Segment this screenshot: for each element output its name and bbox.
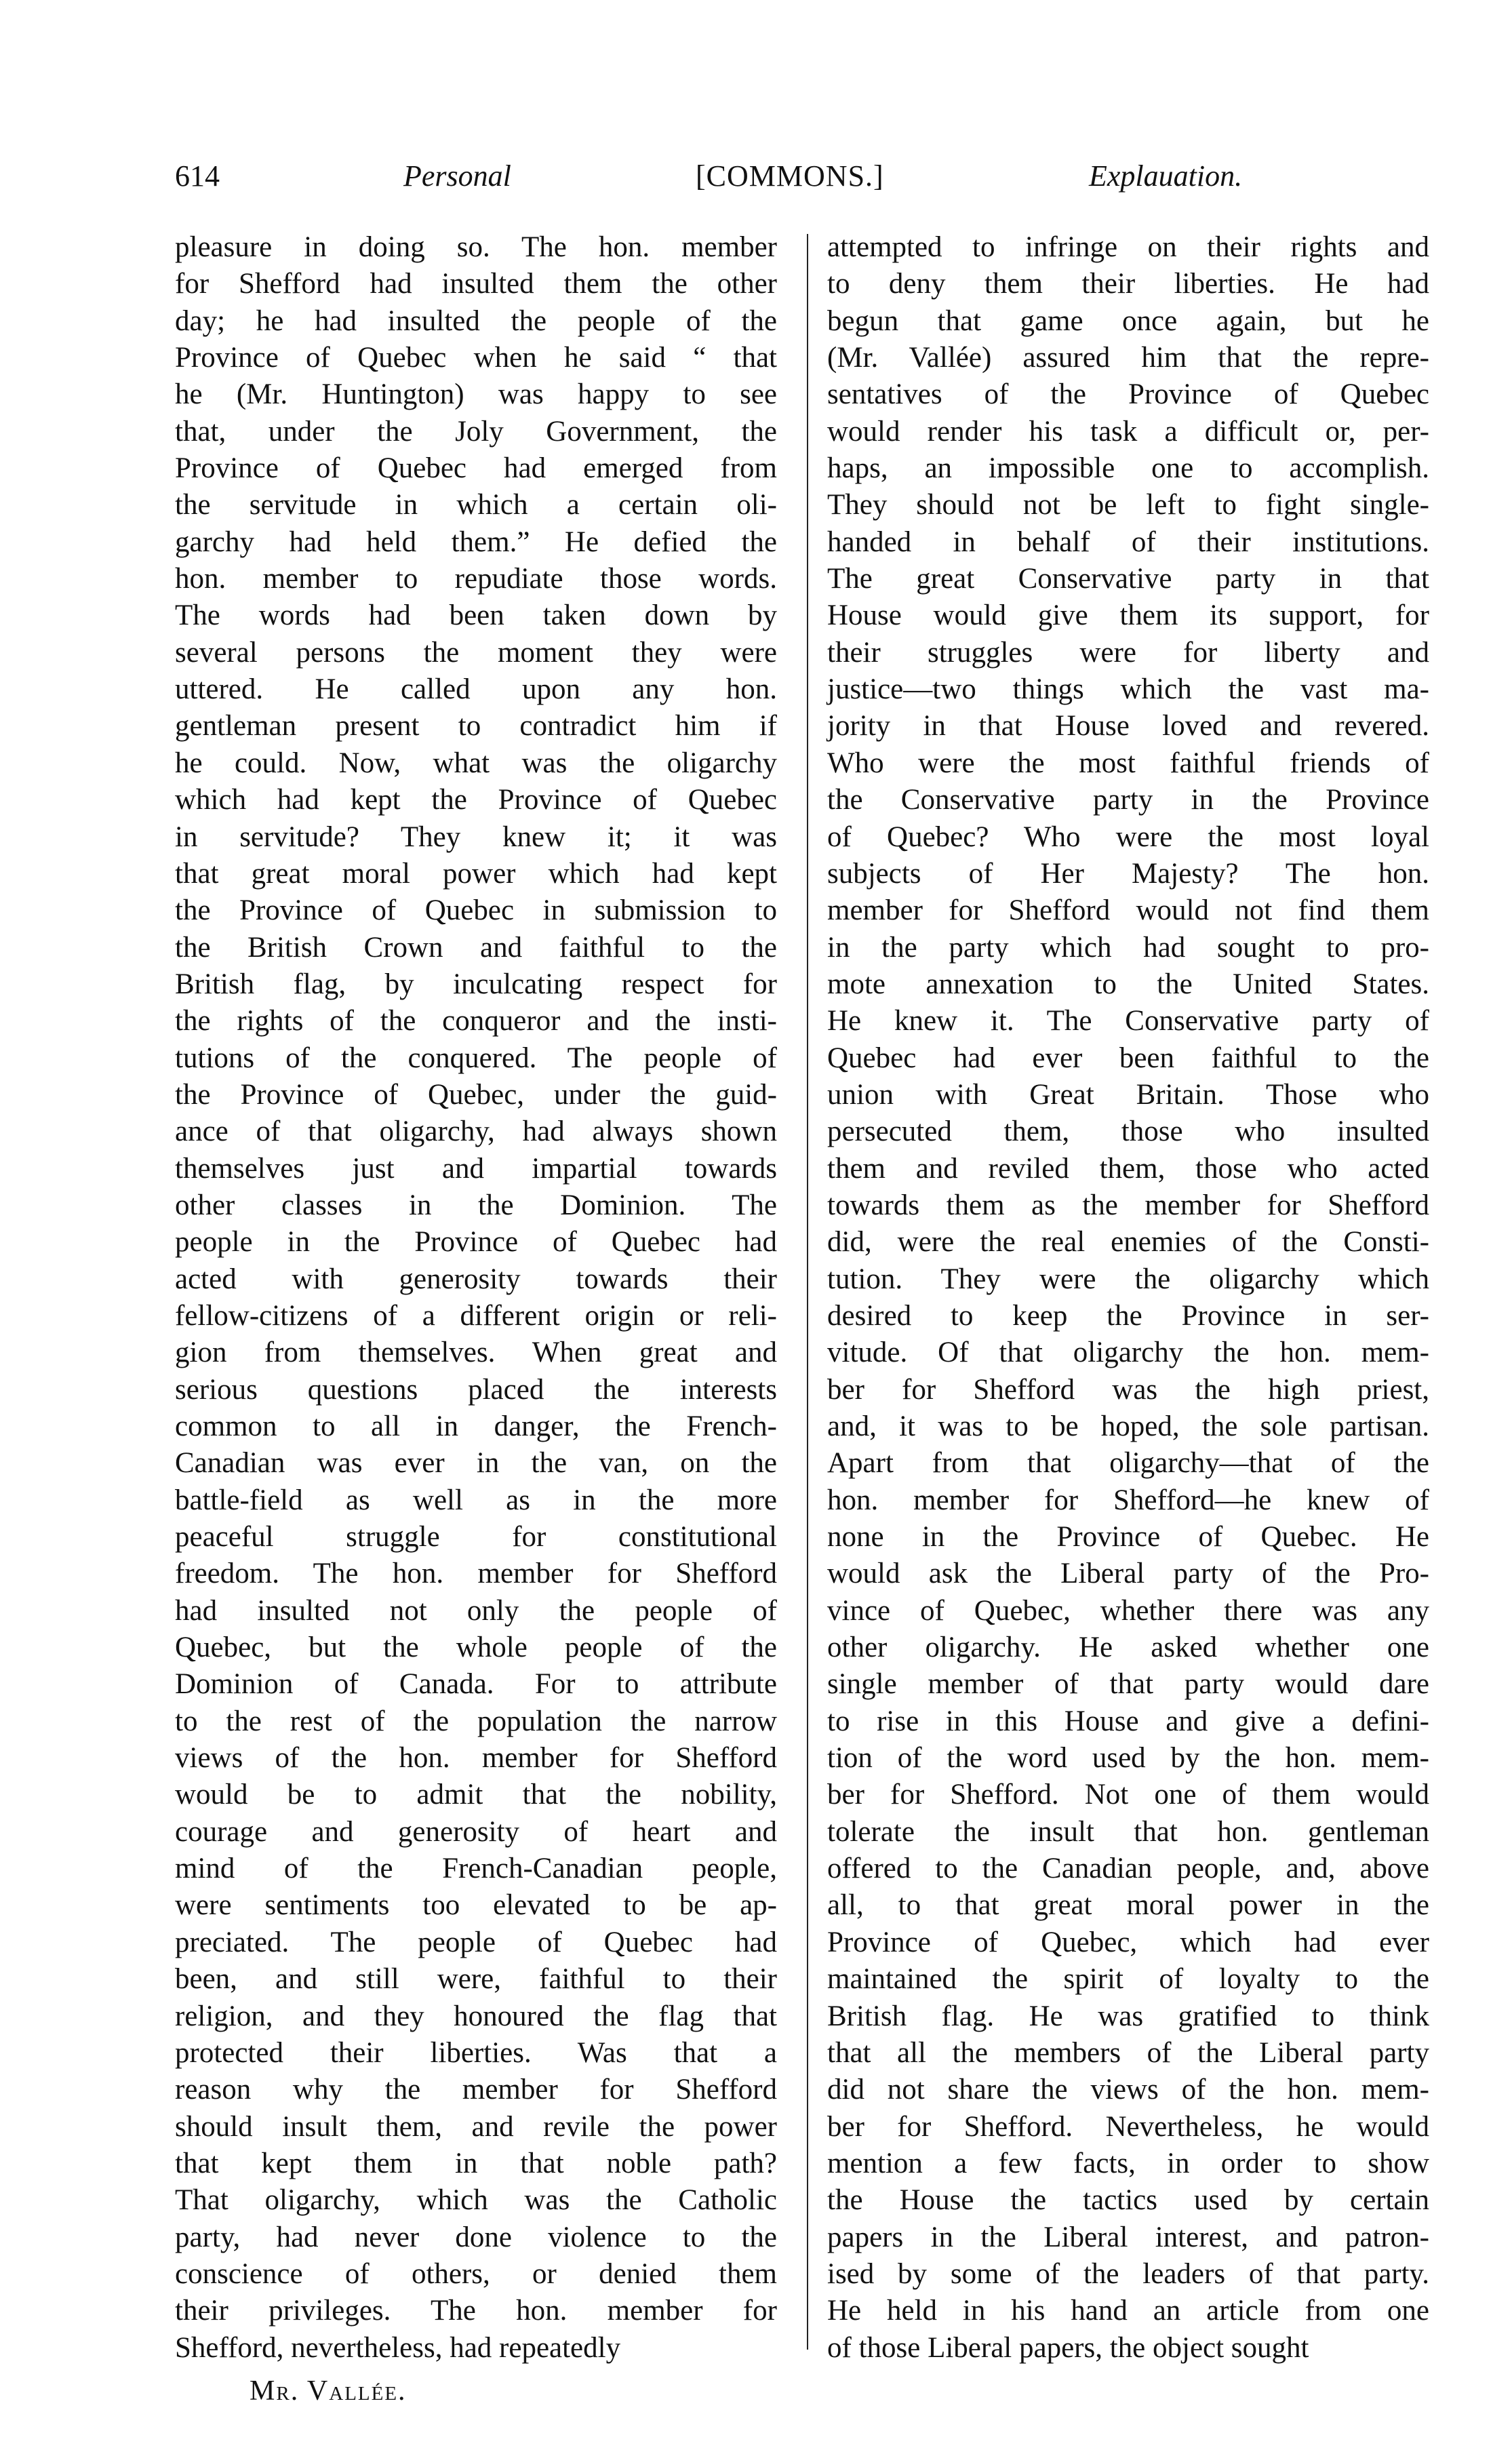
text-line: preciated. The people of Quebec had <box>175 1926 777 1958</box>
text-line: the servitude in which a certain oli- <box>175 489 777 521</box>
text-line: were sentiments too elevated to be ap- <box>175 1889 777 1922</box>
text-line: in servitude? They knew it; it was <box>175 820 777 853</box>
text-line: which had kept the Province of Quebec <box>175 784 777 816</box>
header-left-title: Personal <box>403 159 511 193</box>
text-line: would ask the Liberal party of the Pro- <box>827 1558 1429 1590</box>
text-line: subjects of Her Majesty? The hon. <box>827 857 1429 890</box>
text-line: tolerate the insult that hon. gentleman <box>827 1815 1429 1848</box>
text-line: begun that game once again, but he <box>827 304 1429 337</box>
text-line: been, and still were, faithful to their <box>175 1963 777 1996</box>
text-line: towards them as the member for Shefford <box>827 1189 1429 1221</box>
text-line: of those Liberal papers, the object sought <box>827 2331 1309 2364</box>
text-line: conscience of others, or denied them <box>175 2257 777 2290</box>
text-line: had insulted not only the people of <box>175 1594 777 1627</box>
header-center-title: [COMMONS.] <box>696 159 884 193</box>
text-line: he (Mr. Huntington) was happy to see <box>175 378 777 411</box>
text-line: other oligarchy. He asked whether one <box>827 1632 1429 1664</box>
text-line: protected their liberties. Was that a <box>175 2036 777 2069</box>
text-line: desired to keep the Province in ser- <box>827 1299 1429 1332</box>
text-line: party, had never done violence to the <box>175 2221 777 2253</box>
text-line: ber for Shefford. Not one of them would <box>827 1779 1429 1811</box>
text-line: the House the tactics used by certain <box>827 2184 1429 2217</box>
text-line: Shefford, nevertheless, had repeatedly <box>175 2331 621 2364</box>
text-line: would be to admit that the nobility, <box>175 1779 777 1811</box>
text-line: papers in the Liberal interest, and patron- <box>827 2221 1429 2253</box>
running-header <box>175 155 1290 198</box>
text-line: the Province of Quebec, under the guid- <box>175 1078 777 1111</box>
text-line: should insult them, and revile the power <box>175 2110 777 2143</box>
text-line: That oligarchy, which was the Catholic <box>175 2184 777 2217</box>
column-divider <box>807 234 808 2350</box>
text-line: sentatives of the Province of Quebec <box>827 378 1429 411</box>
text-line: haps, an impossible one to accomplish. <box>827 452 1429 485</box>
text-line: hon. member for Shefford—he knew of <box>827 1484 1429 1516</box>
text-line: the British Crown and faithful to the <box>175 931 777 964</box>
text-line: that kept them in that noble path? <box>175 2147 777 2179</box>
right-column <box>827 229 1429 2367</box>
text-line: reason why the member for Shefford <box>175 2074 777 2106</box>
text-line: tution. They were the oligarchy which <box>827 1263 1429 1295</box>
left-column <box>175 229 777 2367</box>
text-line: Quebec had ever been faithful to the <box>827 1042 1429 1074</box>
text-line: peaceful struggle for constitutional <box>175 1521 777 1554</box>
text-line: British flag. He was gratified to think <box>827 2000 1429 2032</box>
text-line: tion of the word used by the hon. mem- <box>827 1742 1429 1775</box>
text-line: to deny them their liberties. He had <box>827 268 1429 300</box>
text-line: that great moral power which had kept <box>175 857 777 890</box>
text-line: jority in that House loved and revered. <box>827 710 1429 743</box>
page-number: 614 <box>175 159 220 193</box>
text-line: ance of that oligarchy, had always shown <box>175 1115 777 1148</box>
text-line: and, it was to be hoped, the sole partisan. <box>827 1410 1429 1442</box>
text-line: mote annexation to the United States. <box>827 968 1429 1000</box>
text-line: pleasure in doing so. The hon. member <box>175 231 777 263</box>
text-line: all, to that great moral power in the <box>827 1889 1429 1922</box>
text-line: mind of the French-Canadian people, <box>175 1853 777 1885</box>
text-line: views of the hon. member for Shefford <box>175 1742 777 1775</box>
text-line: themselves just and impartial towards <box>175 1152 777 1185</box>
text-line: They should not be left to fight single- <box>827 489 1429 521</box>
text-line: Canadian was ever in the van, on the <box>175 1447 777 1480</box>
text-line: persecuted them, those who insulted <box>827 1115 1429 1148</box>
text-line: gion from themselves. When great and <box>175 1337 777 1369</box>
text-line: them and reviled them, those who acted <box>827 1152 1429 1185</box>
text-line: uttered. He called upon any hon. <box>175 673 777 706</box>
text-line: Quebec, but the whole people of the <box>175 1632 777 1664</box>
text-line: Dominion of Canada. For to attribute <box>175 1668 777 1701</box>
text-line: single member of that party would dare <box>827 1668 1429 1701</box>
text-line: their struggles were for liberty and <box>827 636 1429 669</box>
text-line: offered to the Canadian people, and, above <box>827 1853 1429 1885</box>
text-line: would render his task a difficult or, per- <box>827 415 1429 448</box>
text-line: fellow-citizens of a different origin or reli- <box>175 1299 777 1332</box>
text-line: attempted to infringe on their rights and <box>827 231 1429 263</box>
text-line: day; he had insulted the people of the <box>175 304 777 337</box>
speaker-signature: Mr. Vallée. <box>250 2375 407 2407</box>
text-line: handed in behalf of their institutions. <box>827 526 1429 558</box>
text-line: ber for Shefford was the high priest, <box>827 1373 1429 1406</box>
text-line: He held in his hand an article from one <box>827 2295 1429 2327</box>
text-line: people in the Province of Quebec had <box>175 1226 777 1259</box>
text-line: British flag, by inculcating respect for <box>175 968 777 1000</box>
text-line: vitude. Of that oligarchy the hon. mem- <box>827 1337 1429 1369</box>
text-line: Who were the most faithful friends of <box>827 747 1429 779</box>
text-line: ised by some of the leaders of that party. <box>827 2257 1429 2290</box>
text-line: to the rest of the population the narrow <box>175 1705 777 1737</box>
text-line: garchy had held them.” He defied the <box>175 526 777 558</box>
text-line: House would give them its support, for <box>827 599 1429 632</box>
text-line: other classes in the Dominion. The <box>175 1189 777 1221</box>
text-line: ber for Shefford. Nevertheless, he would <box>827 2110 1429 2143</box>
text-line: to rise in this House and give a defini- <box>827 1705 1429 1737</box>
text-line: justice—two things which the vast ma- <box>827 673 1429 706</box>
text-line: religion, and they honoured the flag that <box>175 2000 777 2032</box>
text-line: common to all in danger, the French- <box>175 1410 777 1442</box>
header-right-title: Explauation. <box>1089 159 1243 193</box>
text-line: did, were the real enemies of the Consti- <box>827 1226 1429 1259</box>
text-line: the Conservative party in the Province <box>827 784 1429 816</box>
text-line: that all the members of the Liberal party <box>827 2036 1429 2069</box>
text-line: in the party which had sought to pro- <box>827 931 1429 964</box>
text-line: acted with generosity towards their <box>175 1263 777 1295</box>
text-line: the Province of Quebec in submission to <box>175 894 777 927</box>
text-line: vince of Quebec, whether there was any <box>827 1594 1429 1627</box>
text-line: (Mr. Vallée) assured him that the repre- <box>827 342 1429 374</box>
text-line: member for Shefford would not find them <box>827 894 1429 927</box>
text-line: serious questions placed the interests <box>175 1373 777 1406</box>
text-line: did not share the views of the hon. mem- <box>827 2074 1429 2106</box>
text-line: several persons the moment they were <box>175 636 777 669</box>
text-line: for Shefford had insulted them the other <box>175 268 777 300</box>
text-line: freedom. The hon. member for Shefford <box>175 1558 777 1590</box>
text-line: maintained the spirit of loyalty to the <box>827 1963 1429 1996</box>
text-line: that, under the Joly Government, the <box>175 415 777 448</box>
text-line: hon. member to repudiate those words. <box>175 563 777 595</box>
text-line: courage and generosity of heart and <box>175 1815 777 1848</box>
text-line: none in the Province of Quebec. He <box>827 1521 1429 1554</box>
text-line: Province of Quebec when he said “ that <box>175 342 777 374</box>
text-line: tutions of the conquered. The people of <box>175 1042 777 1074</box>
text-line: Apart from that oligarchy—that of the <box>827 1447 1429 1480</box>
text-line: mention a few facts, in order to show <box>827 2147 1429 2179</box>
text-line: gentleman present to contradict him if <box>175 710 777 743</box>
text-line: The words had been taken down by <box>175 599 777 632</box>
text-line: He knew it. The Conservative party of <box>827 1005 1429 1037</box>
text-line: Province of Quebec, which had ever <box>827 1926 1429 1958</box>
text-line: he could. Now, what was the oligarchy <box>175 747 777 779</box>
text-line: their privileges. The hon. member for <box>175 2295 777 2327</box>
text-line: The great Conservative party in that <box>827 563 1429 595</box>
text-line: Province of Quebec had emerged from <box>175 452 777 485</box>
text-line: the rights of the conqueror and the insti- <box>175 1005 777 1037</box>
text-line: battle-field as well as in the more <box>175 1484 777 1516</box>
text-line: union with Great Britain. Those who <box>827 1078 1429 1111</box>
text-line: of Quebec? Who were the most loyal <box>827 820 1429 853</box>
